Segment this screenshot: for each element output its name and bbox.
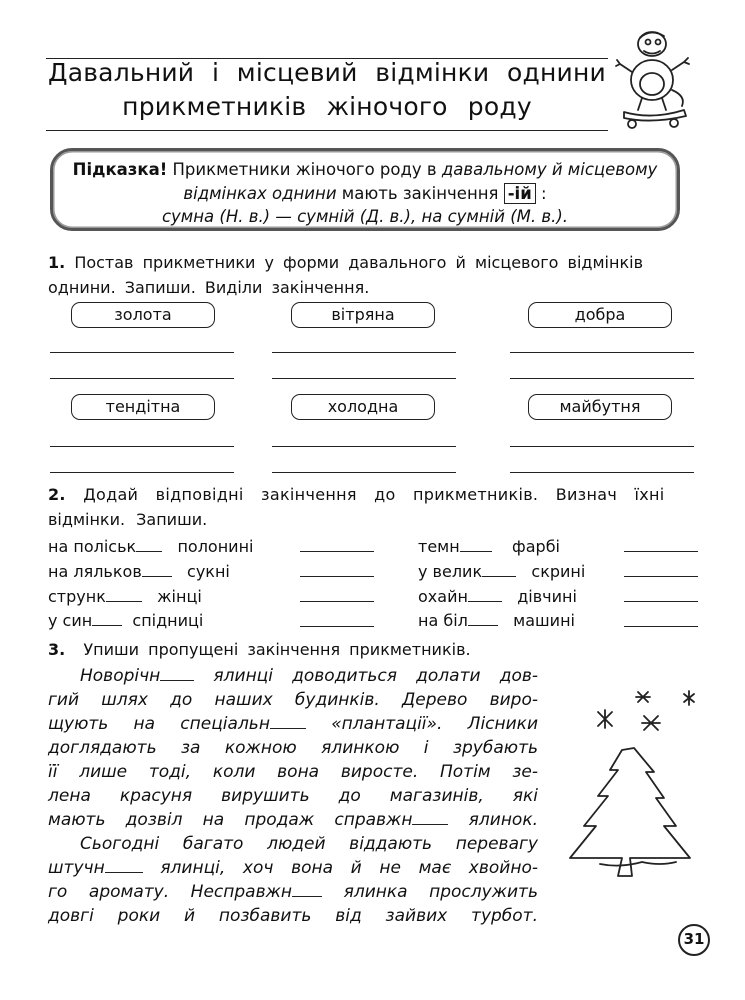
case-answer-line[interactable] bbox=[624, 551, 698, 552]
hint-example: сумна (Н. в.) — сумній (Д. в.), на сумній (М. в.). bbox=[161, 207, 569, 226]
text-line: лена красуня вирушить до магазинів, які bbox=[48, 786, 538, 806]
text-line: штучн ялинці, хоч вона й не має хвойно- bbox=[48, 858, 538, 878]
task2-item: у велик скрині bbox=[418, 562, 586, 581]
text-line: мають дозвіл на продаж справжн ялинок. bbox=[48, 810, 539, 830]
word-pill: майбутня bbox=[528, 394, 672, 420]
blank[interactable] bbox=[468, 609, 498, 626]
title-word: відмінки bbox=[375, 58, 490, 87]
word-pill: вітряна bbox=[291, 302, 435, 328]
blank[interactable] bbox=[292, 880, 322, 897]
hint-text: Прикметники жіночого роду в bbox=[167, 160, 442, 179]
hint-ending: -ій bbox=[504, 183, 536, 204]
task2-number: 2. bbox=[48, 485, 66, 504]
answer-line[interactable] bbox=[50, 446, 234, 447]
snowflake-icon bbox=[642, 716, 660, 730]
page-title-line2: прикметників жіночого роду bbox=[122, 92, 532, 121]
hint-box bbox=[50, 148, 680, 231]
hint-text-italic: відмінках однини bbox=[183, 184, 337, 203]
title-word: однини bbox=[507, 58, 606, 87]
blank[interactable] bbox=[160, 664, 194, 681]
blank[interactable] bbox=[270, 712, 306, 729]
hint-text-italic: давальному й місцевому bbox=[441, 160, 658, 179]
christmas-tree-illustration bbox=[560, 686, 710, 886]
text-line: щують на спеціальн «плантації». Лісники bbox=[48, 714, 538, 734]
task1-number: 1. bbox=[48, 253, 66, 272]
task2-text: Додай відповідні закінчення до прикметників. Визнач їхні bbox=[83, 485, 665, 504]
case-answer-line[interactable] bbox=[300, 626, 374, 627]
blank[interactable] bbox=[105, 856, 143, 873]
answer-line[interactable] bbox=[272, 472, 456, 473]
hint-text: мають закінчення bbox=[336, 184, 504, 203]
case-answer-line[interactable] bbox=[624, 626, 698, 627]
case-answer-line[interactable] bbox=[624, 601, 698, 602]
text-line: го аромату. Несправжн ялинка прослужить bbox=[48, 882, 538, 902]
task1-text-2: однини. Запиши. Виділи закінчення. bbox=[48, 278, 370, 297]
hint-label: Підказка! bbox=[72, 160, 168, 179]
text-line: Новорічн ялинці доводиться долати дов- bbox=[80, 666, 538, 686]
task3-number: 3. bbox=[48, 640, 66, 659]
blank[interactable] bbox=[412, 808, 448, 825]
answer-line[interactable] bbox=[50, 352, 234, 353]
task2-item: темн фарбі bbox=[418, 537, 560, 556]
task2-item: у син спідниці bbox=[48, 611, 204, 630]
blank[interactable] bbox=[142, 560, 172, 577]
hint-line-1 bbox=[53, 160, 677, 179]
answer-line[interactable] bbox=[272, 378, 456, 379]
text-line: Сьогодні багато людей віддають перевагу bbox=[80, 834, 538, 854]
task1-text: Постав прикметники у форми давального й місцевого відмінків bbox=[74, 253, 643, 272]
page-number: 31 bbox=[678, 924, 710, 956]
answer-line[interactable] bbox=[510, 378, 694, 379]
answer-line[interactable] bbox=[50, 378, 234, 379]
mascot-illustration bbox=[614, 24, 694, 136]
answer-line[interactable] bbox=[510, 446, 694, 447]
answer-line[interactable] bbox=[50, 472, 234, 473]
case-answer-line[interactable] bbox=[300, 551, 374, 552]
task2-instruction bbox=[48, 482, 703, 532]
blank[interactable] bbox=[468, 585, 502, 602]
blank[interactable] bbox=[106, 585, 142, 602]
word-pill: холодна bbox=[291, 394, 435, 420]
snowflake-icon bbox=[684, 691, 694, 705]
blank[interactable] bbox=[482, 560, 516, 577]
title-word: і bbox=[211, 58, 220, 87]
blank[interactable] bbox=[92, 609, 122, 626]
task1-instruction bbox=[48, 250, 703, 300]
task2-item: на біл машині bbox=[418, 611, 575, 630]
hint-colon: : bbox=[535, 184, 547, 203]
hint-line-2 bbox=[53, 184, 677, 203]
case-answer-line[interactable] bbox=[300, 576, 374, 577]
task2-item: на ляльков сукні bbox=[48, 562, 230, 581]
task2-item: струнк жінці bbox=[48, 587, 202, 606]
title-word: Давальний bbox=[48, 58, 195, 87]
task3-text: Упиши пропущені закінчення прикметників. bbox=[83, 640, 471, 659]
task3-instruction bbox=[48, 637, 471, 662]
snowflake-icon bbox=[598, 710, 612, 728]
word-pill: тендітна bbox=[71, 394, 215, 420]
page-title-line1 bbox=[48, 58, 606, 87]
answer-line[interactable] bbox=[272, 352, 456, 353]
text-line: довгі роки й позбавить від зайвих турбот. bbox=[48, 906, 538, 926]
answer-line[interactable] bbox=[272, 446, 456, 447]
title-rule-bottom bbox=[46, 130, 608, 131]
title-word: місцевий bbox=[236, 58, 358, 87]
word-pill: добра bbox=[528, 302, 672, 328]
text-line: гий шлях до наших будинків. Дерево виро- bbox=[48, 690, 538, 710]
case-answer-line[interactable] bbox=[624, 576, 698, 577]
task2-item: охайн дівчині bbox=[418, 587, 577, 606]
task2-item: на поліськ полонині bbox=[48, 537, 254, 556]
text-line: її лише тоді, коли вона виросте. Потім зе- bbox=[48, 762, 538, 782]
snowflake-icon bbox=[636, 692, 650, 702]
answer-line[interactable] bbox=[510, 472, 694, 473]
task2-text-2: відмінки. Запиши. bbox=[48, 510, 208, 529]
text-line: доглядають за кожною ялинкою і зрубають bbox=[48, 738, 538, 758]
answer-line[interactable] bbox=[510, 352, 694, 353]
blank[interactable] bbox=[460, 535, 492, 552]
case-answer-line[interactable] bbox=[300, 601, 374, 602]
blank[interactable] bbox=[136, 535, 162, 552]
word-pill: золота bbox=[71, 302, 215, 328]
